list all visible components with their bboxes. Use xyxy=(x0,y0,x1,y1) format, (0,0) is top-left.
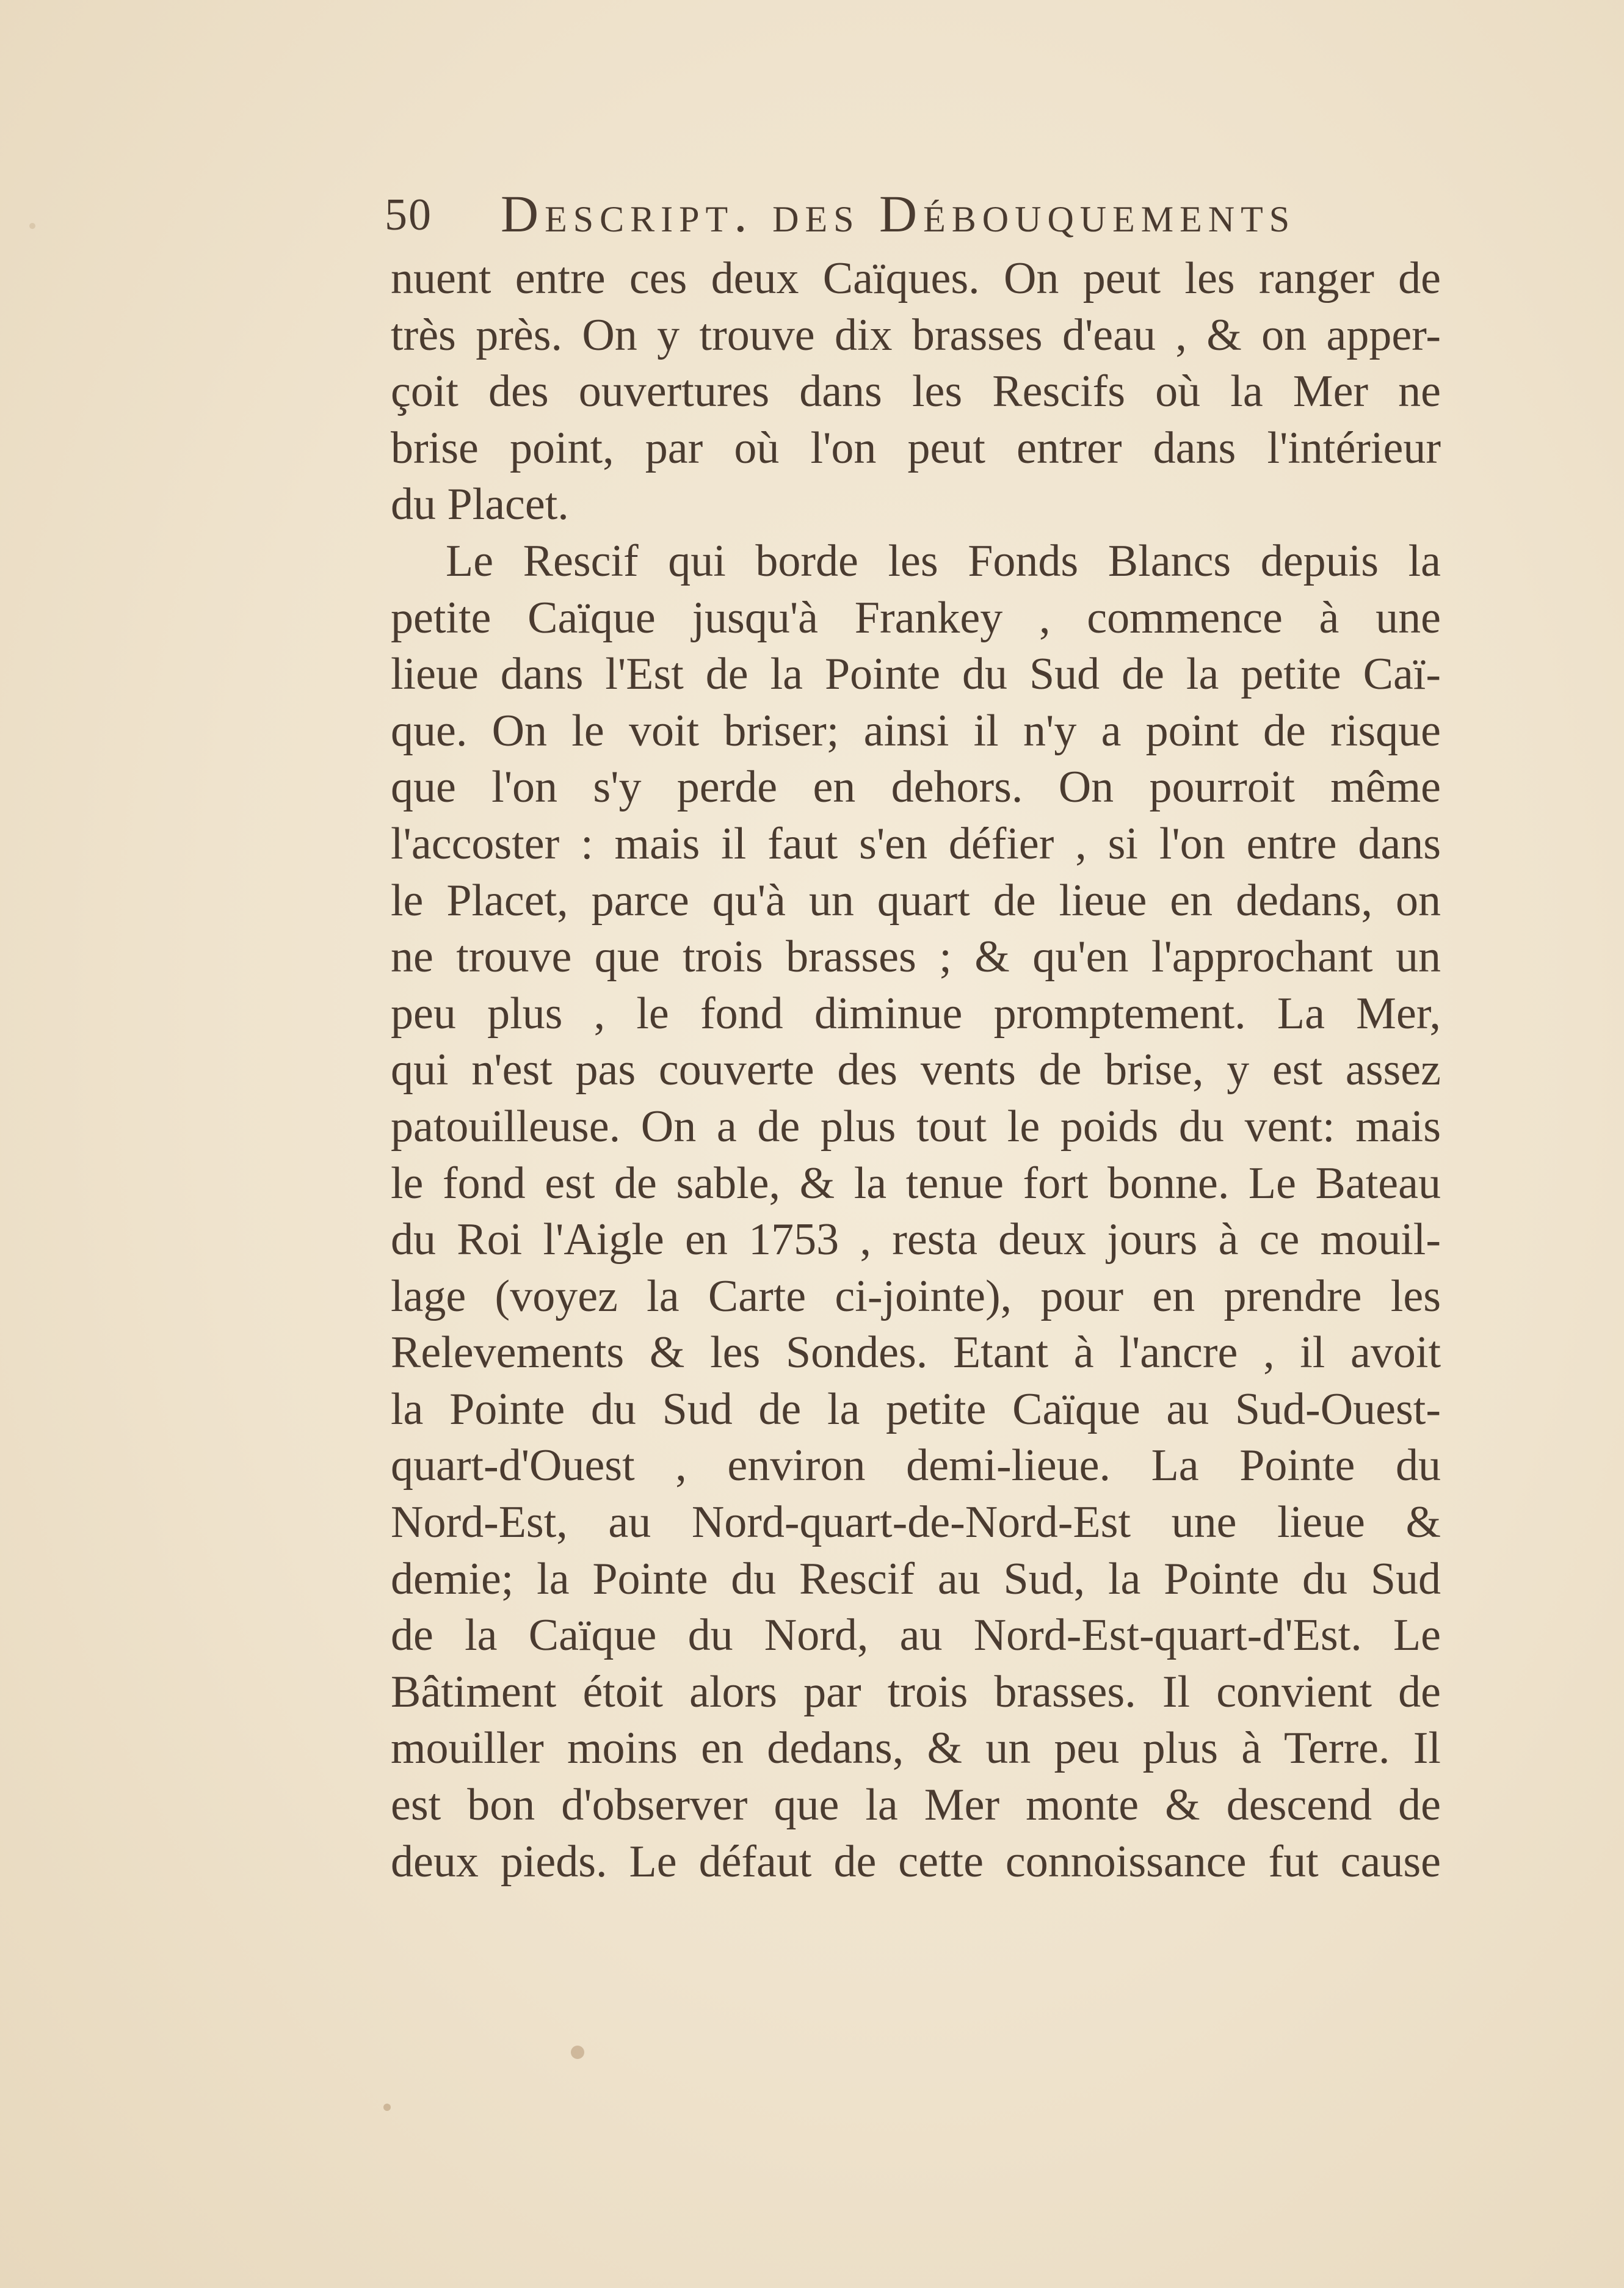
text-line: l'accoster : mais il faut s'en défier , si l'on entre dans xyxy=(391,818,1441,869)
text-line: Nord-Est, au Nord-quart-de-Nord-Est une lieue & xyxy=(391,1497,1441,1548)
text-line: nuent entre ces deux Caïques. On peut les ranger de xyxy=(391,253,1441,303)
running-title: Descript. des Débouquements xyxy=(501,184,1296,243)
text-line: le Placet, parce qu'à un quart de lieue en dedans, on xyxy=(391,875,1441,926)
text-line: lage (voyez la Carte ci-jointe), pour en prendre les xyxy=(391,1271,1441,1321)
text-line: Le Rescif qui borde les Fonds Blancs depuis la xyxy=(446,536,1441,586)
text-line: çoit des ouvertures dans les Rescifs où la Mer ne xyxy=(391,366,1441,417)
text-line: du Placet. xyxy=(391,479,569,530)
text-line: du Roi l'Aigle en 1753 , resta deux jours à ce mouil- xyxy=(391,1215,1441,1265)
text-line: que l'on s'y perde en dehors. On pourroit même xyxy=(391,762,1441,813)
body-text xyxy=(391,250,1441,1890)
text-line: ne trouve que trois brasses ; & qu'en l'approchant un xyxy=(391,932,1441,982)
text-line: Relevements & les Sondes. Etant à l'ancre , il avoit xyxy=(391,1327,1441,1378)
text-line: peu plus , le fond diminue promptement. La Mer, xyxy=(391,988,1441,1039)
text-line: Bâtiment étoit alors par trois brasses. Il convient de xyxy=(391,1666,1441,1717)
text-line: lieue dans l'Est de la Pointe du Sud de la petite Caï- xyxy=(391,649,1441,700)
text-line: est bon d'observer que la Mer monte & descend de xyxy=(391,1780,1441,1831)
text-line: patouilleuse. On a de plus tout le poids du vent: mais xyxy=(391,1101,1441,1152)
text-line: qui n'est pas couverte des vents de brise, y est assez xyxy=(391,1045,1441,1095)
text-line: le fond est de sable, & la tenue fort bonne. Le Bateau xyxy=(391,1158,1441,1208)
text-line: quart-d'Ouest , environ demi-lieue. La Pointe du xyxy=(391,1440,1441,1491)
running-header xyxy=(385,183,1459,250)
text-line: la Pointe du Sud de la petite Caïque au Sud-Ouest- xyxy=(391,1384,1441,1434)
paragraph xyxy=(391,533,1441,1890)
text-line: brise point, par où l'on peut entrer dans l'intérieur xyxy=(391,423,1441,473)
text-line: de la Caïque du Nord, au Nord-Est-quart-d'Est. Le xyxy=(391,1610,1441,1661)
text-line: demie; la Pointe du Rescif au Sud, la Pointe du Sud xyxy=(391,1553,1441,1604)
text-line: deux pieds. Le défaut de cette connoissance fut cause xyxy=(391,1836,1441,1887)
paper-stain xyxy=(29,223,35,229)
text-line: petite Caïque jusqu'à Frankey , commence à une xyxy=(391,592,1441,643)
paper-stain xyxy=(571,2046,584,2059)
paragraph xyxy=(391,250,1441,533)
text-line: que. On le voit briser; ainsi il n'y a point de risque xyxy=(391,705,1441,756)
paper-stain xyxy=(383,2104,391,2111)
text-line: très près. On y trouve dix brasses d'eau , & on apper- xyxy=(391,310,1441,360)
text-line: mouiller moins en dedans, & un peu plus à Terre. Il xyxy=(391,1723,1441,1774)
page-number: 50 xyxy=(385,190,432,240)
